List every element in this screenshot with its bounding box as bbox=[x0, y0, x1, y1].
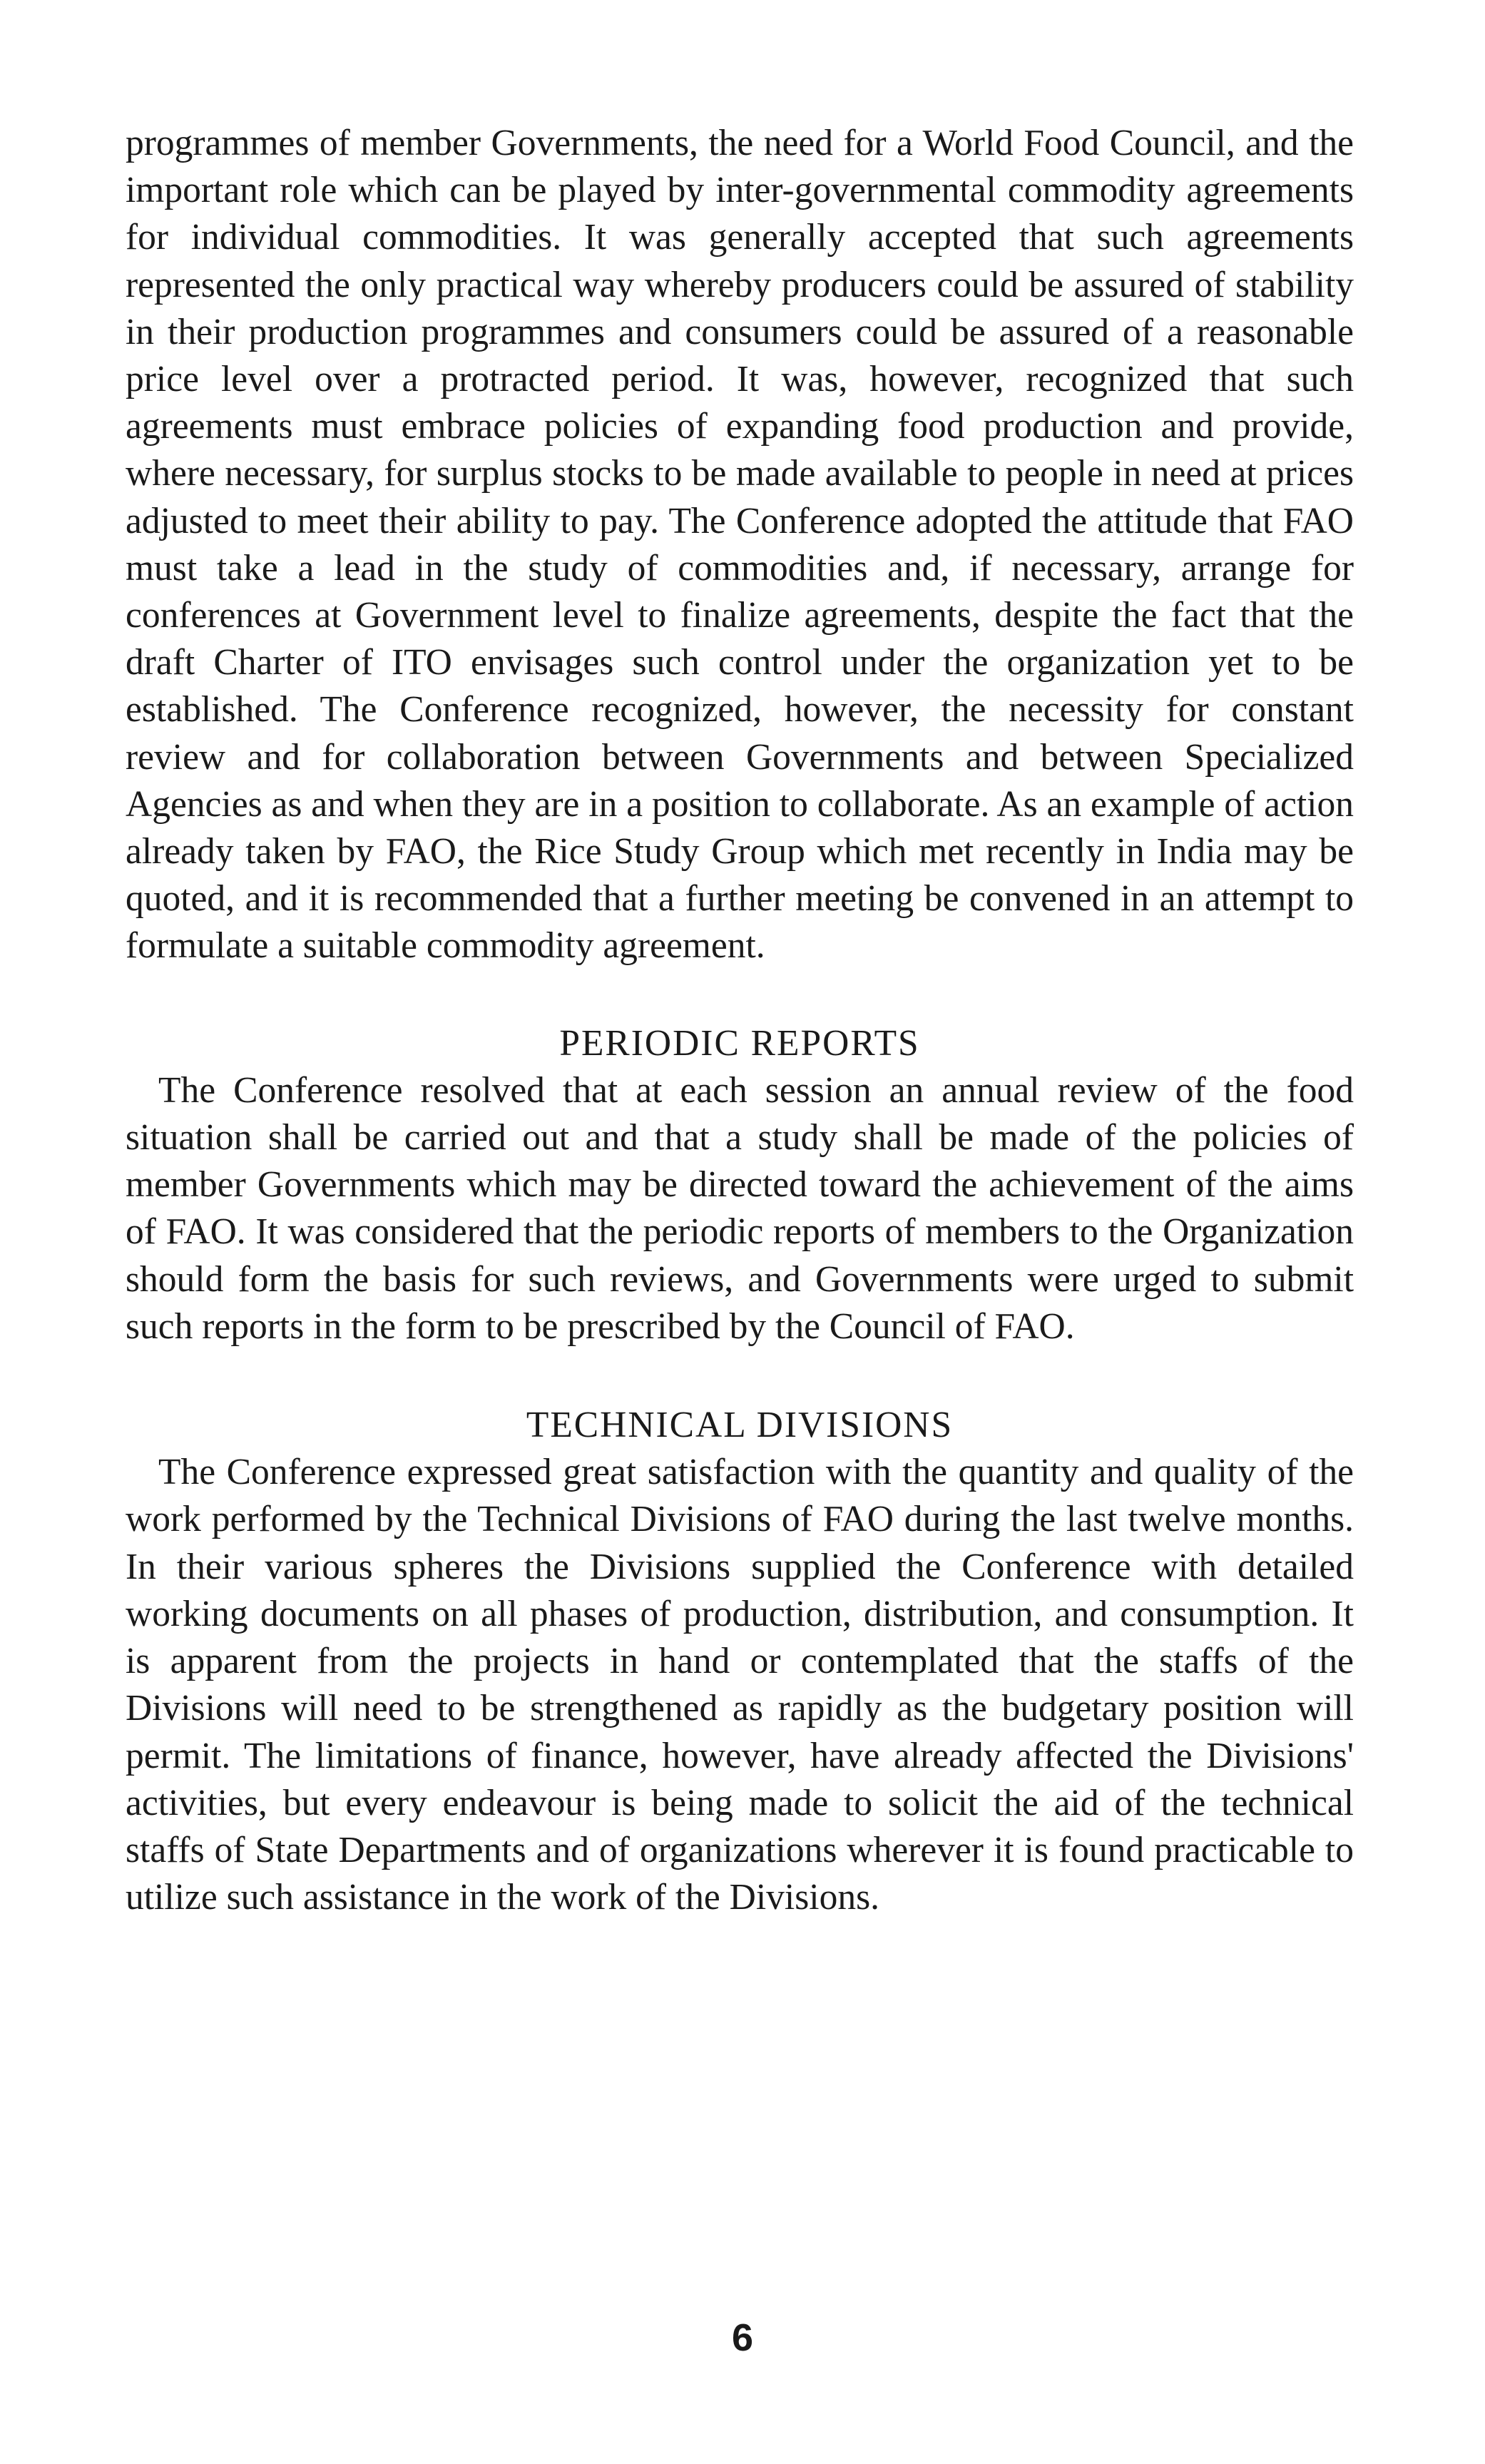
heading-periodic-reports: PERIODIC REPORTS bbox=[559, 1022, 920, 1064]
heading-technical-divisions: TECHNICAL DIVISIONS bbox=[526, 1405, 954, 1446]
paragraph-technical-divisions: The Conference expressed great satisfaction with the quantity and quality of the work performed by the Technical Divisions of FAO during the last twelve months. In their various spheres the Divisions supplied the Conference with detailed working documents on all phases of production, distribution, and consumption. It is apparent from the projects in hand or contemplated that the staffs of the Divisions will need to be strengthened as rapidly as the budgetary position will permit. The limitations of finance, however, have already affected the Divisions' activities, but every endeavour is being made to solicit the aid of the technical staffs of State Departments and of organizations wherever it is found practicable to utilize such assistance in the work of the Divisions. bbox=[126, 1452, 1354, 1918]
paragraph-continued: programmes of member Governments, the need for a World Food Council, and the important role which can be played by inter-governmental commodity agreements for individual commodities. It was generally accepted that such agreements represented the only practical way whereby producers could be assured of stability in their production programmes and consumers could be assured of a reasonable price level over a protracted period. It was, however, recognized that such agreements must embrace policies of expanding food production and provide, where necessary, for surplus stocks to be made available to people in need at prices adjusted to meet their ability to pay. The Conference adopted the attitude that FAO must take a lead in the study of commodities and, if necessary, arrange for conferences at Government level to finalize agreements, despite the fact that the draft Charter of ITO envisages such control under the organization yet to be established. The Conference recognized, however, the necessity for constant review and for collaboration between Governments and between Specialized Agencies as and when they are in a position to collaborate. As an example of action already taken by FAO, the Rice Study Group which met recently in India may be quoted, and it is recommended that a further meeting be convened in an attempt to formulate a suitable commodity agreement. bbox=[126, 123, 1354, 967]
page-number: 6 bbox=[731, 2316, 754, 2359]
paragraph-periodic-reports: The Conference resolved that at each session an annual review of the food situation shall be carried out and that a study shall be made of the policies of member Governments which may be directed toward the achievement of the aims of FAO. It was considered that the periodic reports of members to the Organization should form the basis for such reviews, and Governments were urged to submit such reports in the form to be prescribed by the Council of FAO. bbox=[126, 1069, 1354, 1347]
document-page bbox=[126, 120, 1354, 1921]
